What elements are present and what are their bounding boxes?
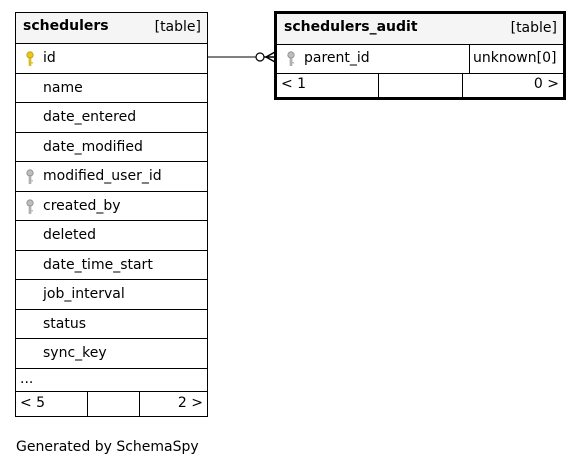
generated-by-label: Generated by SchemaSpy xyxy=(16,439,199,455)
column-name: created_by xyxy=(43,197,121,214)
table-title: schedulers xyxy=(23,18,109,34)
ellipsis-text: ... xyxy=(20,370,34,387)
column-name: sync_key xyxy=(43,345,107,361)
column-name: deleted xyxy=(43,227,96,243)
column-row-date-entered[interactable] xyxy=(16,102,207,132)
schedulers-audit-table-footer xyxy=(277,73,563,97)
zero-optional-marker xyxy=(256,53,264,61)
schedulers-audit-table-header xyxy=(277,14,563,44)
children-count[interactable]: 2 > xyxy=(177,394,203,411)
column-name: id xyxy=(43,50,56,66)
footer-divider xyxy=(139,392,140,416)
table-type-tag: [table] xyxy=(154,19,201,35)
column-name: date_entered xyxy=(43,109,137,125)
column-row-job-interval[interactable] xyxy=(16,279,207,309)
column-name: parent_id xyxy=(304,50,370,66)
column-name: modified_user_id xyxy=(43,168,162,184)
column-row-date-modified[interactable] xyxy=(16,132,207,162)
children-count[interactable]: 0 > xyxy=(533,76,559,92)
table-title: schedulers_audit xyxy=(284,19,418,35)
footer-divider xyxy=(87,392,88,416)
schedulers-table[interactable] xyxy=(15,12,208,417)
column-type: unknown[0] xyxy=(473,50,557,66)
schedulers-table-footer xyxy=(16,391,207,416)
column-row-date-time-start[interactable] xyxy=(16,250,207,280)
foreign-key-icon xyxy=(25,199,35,215)
schedulers-audit-table[interactable] xyxy=(274,11,566,100)
parents-count[interactable]: < 5 xyxy=(20,394,46,411)
column-name: job_interval xyxy=(43,286,125,302)
column-row-modified-user-id[interactable] xyxy=(16,161,207,191)
table-type-tag: [table] xyxy=(510,20,557,36)
parents-count[interactable]: < 1 xyxy=(281,76,307,92)
more-columns-indicator[interactable] xyxy=(16,368,207,391)
column-row-deleted[interactable] xyxy=(16,220,207,250)
column-row-status[interactable] xyxy=(16,309,207,339)
column-row-name[interactable] xyxy=(16,73,207,103)
column-row-parent-id[interactable] xyxy=(277,44,563,73)
footer-divider xyxy=(462,74,463,97)
foreign-key-icon xyxy=(286,51,296,67)
column-name: status xyxy=(43,315,87,332)
column-name: date_modified xyxy=(43,138,143,155)
column-type-cell xyxy=(469,45,565,73)
foreign-key-icon xyxy=(25,169,35,185)
column-row-created-by[interactable] xyxy=(16,191,207,221)
column-row-id[interactable] xyxy=(16,43,207,73)
primary-key-icon xyxy=(25,51,35,67)
schedulers-table-header xyxy=(16,13,207,43)
column-name: date_time_start xyxy=(43,256,153,273)
footer-divider xyxy=(378,74,379,97)
column-name: name xyxy=(43,79,83,96)
column-row-sync-key[interactable] xyxy=(16,338,207,368)
